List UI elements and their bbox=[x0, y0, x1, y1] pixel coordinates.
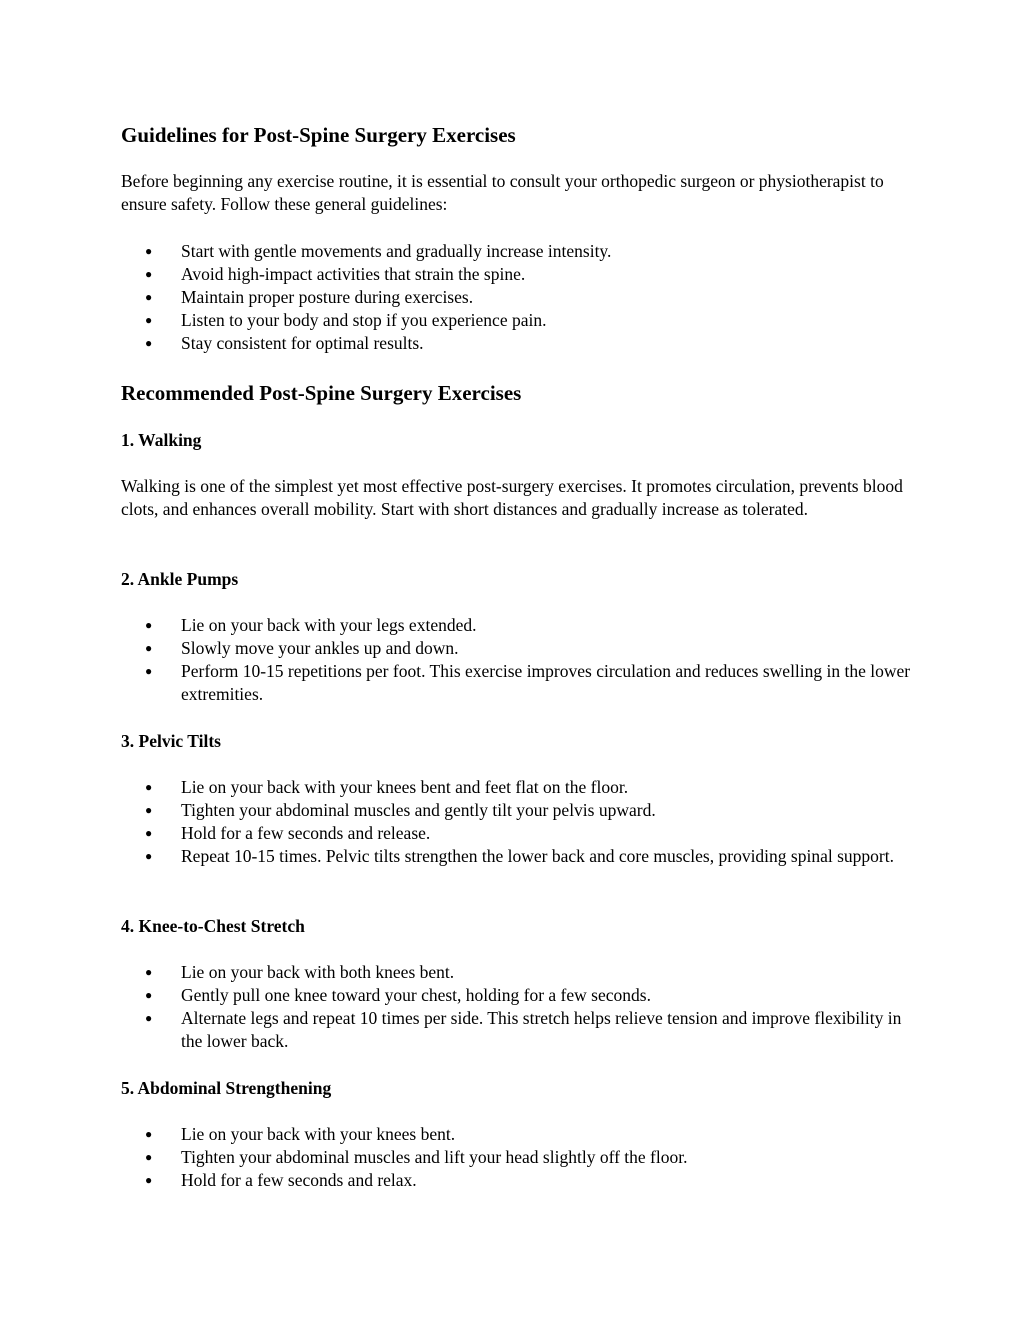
bullet-icon: ● bbox=[145, 1127, 153, 1141]
list-item: ● Alternate legs and repeat 10 times per side. This stretch helps relieve tension and improve flexibility in the lower back. bbox=[145, 1008, 902, 1051]
list-item: ● Lie on your back with your knees bent and feet flat on the floor. bbox=[145, 777, 629, 797]
bullet-icon: ● bbox=[145, 641, 153, 655]
list-item: ● Perform 10-15 repetitions per foot. This exercise improves circulation and reduces swelling in the lower extremities. bbox=[145, 661, 911, 704]
knee-to-chest-heading: 4. Knee-to-Chest Stretch bbox=[121, 916, 305, 936]
guidelines-intro: Before beginning any exercise routine, it is essential to consult your orthopedic surgeon or physiotherapist to ensure safety. Follow these general guidelines: bbox=[121, 171, 884, 214]
bullet-icon: ● bbox=[145, 1173, 153, 1187]
walking-text: Walking is one of the simplest yet most effective post-surgery exercises. It promotes circulation, prevents blood clots, and enhances overall mobility. Start with short distances and gradually increase as tolerated. bbox=[121, 476, 903, 519]
list-item: ● Maintain proper posture during exercises. bbox=[145, 287, 474, 307]
bullet-icon: ● bbox=[145, 1150, 153, 1164]
bullet-icon: ● bbox=[145, 664, 153, 678]
recommended-heading: Recommended Post-Spine Surgery Exercises bbox=[121, 381, 522, 405]
list-item: ● Hold for a few seconds and relax. bbox=[145, 1170, 417, 1190]
list-item: ● Stay consistent for optimal results. bbox=[145, 333, 424, 353]
bullet-icon: ● bbox=[145, 988, 153, 1002]
bullet-icon: ● bbox=[145, 965, 153, 979]
knee-to-chest-list bbox=[121, 961, 911, 1053]
bullet-icon: ● bbox=[145, 336, 153, 350]
list-item: ● Slowly move your ankles up and down. bbox=[145, 638, 459, 658]
bullet-icon: ● bbox=[145, 618, 153, 632]
list-item: ● Tighten your abdominal muscles and lift your head slightly off the floor. bbox=[145, 1147, 688, 1167]
bullet-icon: ● bbox=[145, 267, 153, 281]
pelvic-tilts-list bbox=[121, 776, 911, 868]
list-item: ● Lie on your back with both knees bent. bbox=[145, 962, 455, 982]
bullet-icon: ● bbox=[145, 849, 153, 863]
guidelines-list bbox=[121, 240, 911, 355]
bullet-icon: ● bbox=[145, 1011, 153, 1025]
list-item: ● Gently pull one knee toward your chest, holding for a few seconds. bbox=[145, 985, 651, 1005]
abdominal-strengthening-heading: 5. Abdominal Strengthening bbox=[121, 1078, 332, 1098]
list-item: ● Hold for a few seconds and release. bbox=[145, 823, 431, 843]
bullet-icon: ● bbox=[145, 313, 153, 327]
list-item: ● Lie on your back with your knees bent. bbox=[145, 1124, 456, 1144]
bullet-icon: ● bbox=[145, 803, 153, 817]
bullet-icon: ● bbox=[145, 780, 153, 794]
walking-heading: 1. Walking bbox=[121, 430, 202, 450]
bullet-icon: ● bbox=[145, 244, 153, 258]
bullet-icon: ● bbox=[145, 826, 153, 840]
list-item: ● Listen to your body and stop if you experience pain. bbox=[145, 310, 547, 330]
abdominal-strengthening-list bbox=[121, 1123, 911, 1192]
list-item: ● Repeat 10-15 times. Pelvic tilts strengthen the lower back and core muscles, providing spinal support. bbox=[145, 846, 894, 866]
pelvic-tilts-heading: 3. Pelvic Tilts bbox=[121, 731, 221, 751]
list-item: ● Lie on your back with your legs extended. bbox=[145, 615, 477, 635]
list-item: ● Tighten your abdominal muscles and gently tilt your pelvis upward. bbox=[145, 800, 656, 820]
guidelines-heading: Guidelines for Post-Spine Surgery Exercises bbox=[121, 123, 516, 147]
list-item: ● Start with gentle movements and gradually increase intensity. bbox=[145, 241, 612, 261]
ankle-pumps-heading: 2. Ankle Pumps bbox=[121, 569, 239, 589]
bullet-icon: ● bbox=[145, 290, 153, 304]
ankle-pumps-list bbox=[121, 614, 911, 706]
list-item: ● Avoid high-impact activities that strain the spine. bbox=[145, 264, 526, 284]
